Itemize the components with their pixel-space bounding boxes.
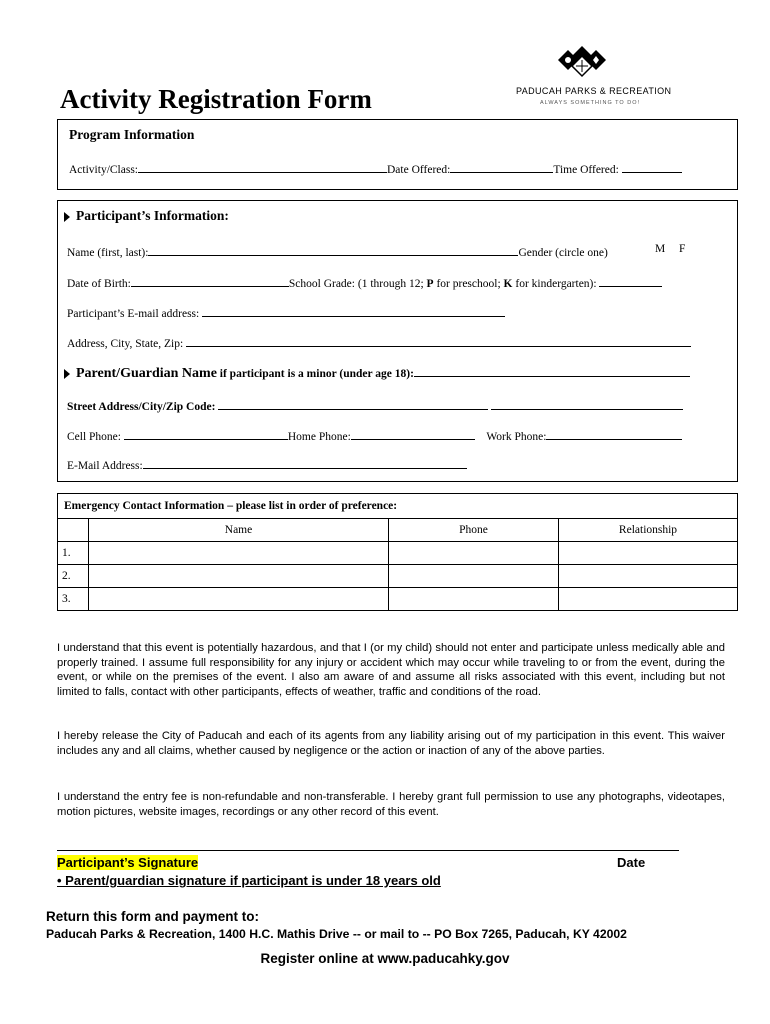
street-label: Street Address/City/Zip Code: [67, 401, 216, 413]
contact-phone-cell[interactable] [389, 565, 559, 588]
dob-grade-row [67, 274, 662, 290]
participant-email-field[interactable] [202, 304, 505, 317]
contact-phone-cell[interactable] [389, 588, 559, 611]
row-number: 1. [58, 542, 89, 565]
work-phone-field[interactable] [546, 427, 682, 440]
org-name: PADUCAH PARKS & RECREATION [516, 86, 672, 96]
table-row [58, 542, 738, 565]
contact-name-cell[interactable] [89, 542, 389, 565]
waiver-paragraph-2: I hereby release the City of Paducah and each of its agents from any liability arising out of my participation in this event. This waiver includes any and all claims, whether caused by negligence or the action or inaction of any of the above parties. [57, 730, 725, 757]
participant-info-heading: Participant’s Information: [64, 208, 229, 224]
guardian-heading: Parent/Guardian Name [76, 366, 217, 381]
paducah-parks-logo-icon [556, 44, 608, 80]
street-field[interactable] [218, 397, 488, 410]
dob-label: Date of Birth: [67, 278, 131, 290]
time-offered-field[interactable] [622, 160, 682, 173]
row-number: 3. [58, 588, 89, 611]
name-label: Name (first, last): [67, 247, 149, 259]
gender-f[interactable]: F [679, 243, 686, 255]
name-field[interactable] [148, 243, 518, 256]
contact-relationship-cell[interactable] [559, 565, 738, 588]
emergency-heading: Emergency Contact Information – please list in order of preference: [58, 494, 738, 519]
return-label: Return this form and payment to: [46, 909, 260, 924]
guardian-email-field[interactable] [143, 456, 467, 469]
program-info-heading: Program Information [69, 127, 195, 142]
phones-row [67, 427, 682, 443]
arrow-right-icon [64, 212, 70, 222]
guardian-email-label: E-Mail Address: [67, 460, 143, 472]
table-row [58, 565, 738, 588]
col-header-relationship: Relationship [559, 519, 738, 542]
home-phone-label: Home Phone: [287, 431, 351, 443]
cell-phone-label: Cell Phone: [67, 431, 121, 443]
address-label: Address, City, State, Zip: [67, 338, 184, 350]
home-phone-field[interactable] [351, 427, 475, 440]
arrow-right-icon [64, 369, 70, 379]
return-address: Paducah Parks & Recreation, 1400 H.C. Mathis Drive -- or mail to -- PO Box 7265, Paducah, KY 42002 [46, 927, 627, 941]
page-title: Activity Registration Form [60, 84, 372, 114]
grade-label: School Grade: (1 through 12; P for preschool; K for kindergarten): [288, 278, 597, 290]
participant-signature-label: Participant’s Signature [57, 855, 199, 870]
col-header-phone: Phone [389, 519, 559, 542]
guardian-note: if participant is a minor (under age 18): [216, 368, 414, 380]
guardian-name-field[interactable] [414, 364, 690, 377]
street-row [67, 397, 683, 413]
gender-label: Gender (circle one) [518, 247, 608, 259]
cell-phone-field[interactable] [124, 427, 288, 440]
org-tagline: ALWAYS SOMETHING TO DO! [540, 100, 641, 106]
participant-email-label: Participant’s E-mail address: [67, 308, 200, 320]
program-info-row [69, 160, 682, 176]
guardian-name-row [64, 364, 690, 382]
date-offered-field[interactable] [450, 160, 553, 173]
activity-field[interactable] [138, 160, 387, 173]
contact-name-cell[interactable] [89, 588, 389, 611]
participant-name-row [67, 243, 608, 259]
register-online[interactable]: Register online at www.paducahky.gov [260, 951, 510, 966]
grade-field[interactable] [599, 274, 662, 287]
dob-field[interactable] [131, 274, 289, 287]
signature-line[interactable] [57, 850, 679, 851]
guardian-email-row [67, 456, 467, 472]
address-field[interactable] [186, 334, 691, 347]
activity-label: Activity/Class: [69, 164, 138, 176]
contact-name-cell[interactable] [89, 565, 389, 588]
contact-relationship-cell[interactable] [559, 542, 738, 565]
contact-relationship-cell[interactable] [559, 588, 738, 611]
row-number: 2. [58, 565, 89, 588]
address-row [67, 334, 691, 350]
waiver-paragraph-1: I understand that this event is potentially hazardous, and that I (or my child) should not enter and participate unless medically able and properly trained. I assume full responsibility for any injury or accident which may occur while traveling to or from the event, during the event, or while on the premises of the event. I also am aware of and assume all risks associated with this event, including but not limited to falls, contact with other participants, effects of weather, traffic and conditions of the road. [57, 642, 725, 698]
date-offered-label: Date Offered: [387, 164, 451, 176]
work-phone-label: Work Phone: [486, 431, 547, 443]
emergency-contact-table [57, 493, 738, 611]
col-header-name: Name [89, 519, 389, 542]
waiver-paragraph-3: I understand the entry fee is non-refundable and non-transferable. I hereby grant full permission to use any photographs, videotapes, motion pictures, website images, recordings or any other record of this event. [57, 791, 725, 818]
signature-date-label: Date [617, 855, 646, 870]
guardian-signature-label: • Parent/guardian signature if participant is under 18 years old [57, 873, 441, 888]
time-offered-label: Time Offered: [553, 164, 619, 176]
table-row [58, 588, 738, 611]
participant-email-row [67, 304, 505, 320]
contact-phone-cell[interactable] [389, 542, 559, 565]
city-zip-field[interactable] [491, 397, 683, 410]
gender-m[interactable]: M [655, 243, 666, 255]
